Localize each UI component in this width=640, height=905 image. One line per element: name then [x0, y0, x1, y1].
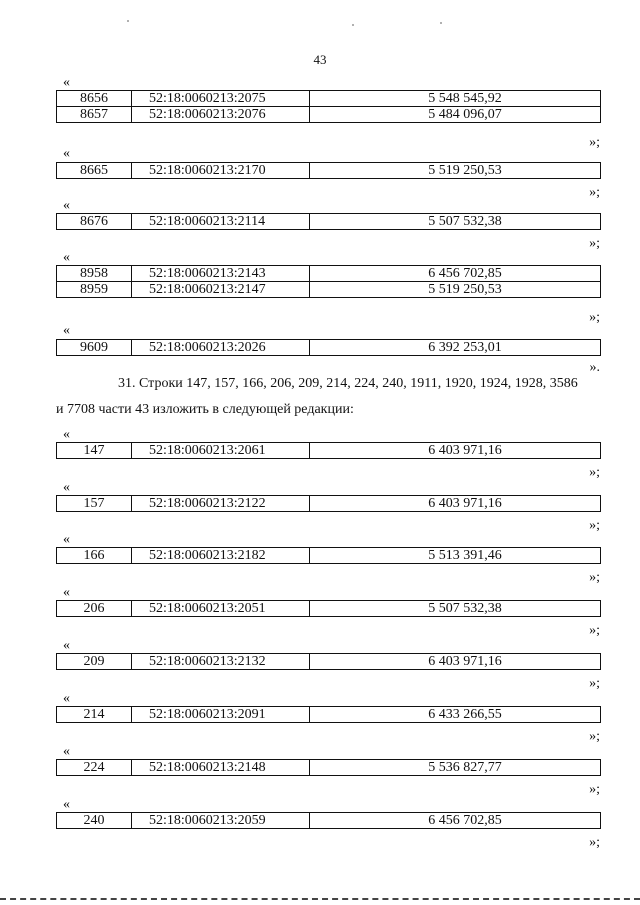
close-quote: »;: [589, 465, 600, 480]
table-row: [57, 163, 601, 179]
close-quote: »;: [589, 185, 600, 200]
row-table: [56, 547, 601, 564]
open-quote: «: [63, 75, 70, 90]
scan-speck: [440, 22, 442, 24]
scan-speck: [127, 20, 129, 22]
row-number: 9609: [57, 340, 132, 356]
row-table: [56, 706, 601, 723]
close-quote: »;: [589, 518, 600, 533]
row-number: 157: [57, 496, 132, 512]
cadastral-value: 6 403 971,16: [310, 654, 601, 670]
row-number: 8656: [57, 91, 132, 107]
row-table: [56, 759, 601, 776]
row-number: 166: [57, 548, 132, 564]
row-number: 8959: [57, 282, 132, 298]
cadastral-value: 5 513 391,46: [310, 548, 601, 564]
row-number: 147: [57, 443, 132, 459]
table-row: [57, 760, 601, 776]
close-quote: »;: [589, 623, 600, 638]
cadastral-value: 6 456 702,85: [310, 266, 601, 282]
close-quote: ».: [589, 360, 600, 375]
open-quote: «: [63, 532, 70, 547]
table-row: [57, 813, 601, 829]
row-table: [56, 495, 601, 512]
cadastral-number: 52:18:0060213:2143: [132, 266, 310, 282]
open-quote: «: [63, 744, 70, 759]
table-row: [57, 548, 601, 564]
row-table: [56, 265, 601, 298]
cadastral-value: 6 433 266,55: [310, 707, 601, 723]
open-quote: «: [63, 480, 70, 495]
row-table: [56, 653, 601, 670]
table-row: [57, 282, 601, 298]
cadastral-number: 52:18:0060213:2061: [132, 443, 310, 459]
amendment-paragraph-line2: и 7708 части 43 изложить в следующей редакции:: [56, 402, 354, 417]
row-number: 240: [57, 813, 132, 829]
cadastral-value: 5 484 096,07: [310, 107, 601, 123]
row-table: [56, 213, 601, 230]
close-quote: »;: [589, 310, 600, 325]
row-table: [56, 600, 601, 617]
open-quote: «: [63, 638, 70, 653]
cadastral-number: 52:18:0060213:2148: [132, 760, 310, 776]
cadastral-value: 5 548 545,92: [310, 91, 601, 107]
cadastral-number: 52:18:0060213:2182: [132, 548, 310, 564]
table-row: [57, 266, 601, 282]
close-quote: »;: [589, 236, 600, 251]
cadastral-value: 6 392 253,01: [310, 340, 601, 356]
scan-speck: [352, 24, 354, 26]
row-number: 8676: [57, 214, 132, 230]
cadastral-value: 6 403 971,16: [310, 443, 601, 459]
row-number: 8665: [57, 163, 132, 179]
cadastral-number: 52:18:0060213:2075: [132, 91, 310, 107]
open-quote: «: [63, 146, 70, 161]
cadastral-value: 5 507 532,38: [310, 601, 601, 617]
open-quote: «: [63, 427, 70, 442]
table-row: [57, 707, 601, 723]
close-quote: »;: [589, 729, 600, 744]
cadastral-value: 5 519 250,53: [310, 282, 601, 298]
open-quote: «: [63, 585, 70, 600]
close-quote: »;: [589, 835, 600, 850]
cadastral-value: 5 507 532,38: [310, 214, 601, 230]
cadastral-number: 52:18:0060213:2026: [132, 340, 310, 356]
scan-border-artifact: [0, 898, 640, 900]
close-quote: »;: [589, 782, 600, 797]
open-quote: «: [63, 323, 70, 338]
cadastral-number: 52:18:0060213:2132: [132, 654, 310, 670]
row-table: [56, 339, 601, 356]
row-table: [56, 90, 601, 123]
close-quote: »;: [589, 135, 600, 150]
page-number: 43: [313, 52, 327, 67]
row-number: 209: [57, 654, 132, 670]
close-quote: »;: [589, 676, 600, 691]
amendment-paragraph-line1: 31. Строки 147, 157, 166, 206, 209, 214, 224, 240, 1911, 1920, 1924, 1928, 3586: [118, 376, 578, 391]
cadastral-number: 52:18:0060213:2147: [132, 282, 310, 298]
cadastral-number: 52:18:0060213:2051: [132, 601, 310, 617]
close-quote: »;: [589, 570, 600, 585]
cadastral-value: 5 519 250,53: [310, 163, 601, 179]
cadastral-number: 52:18:0060213:2091: [132, 707, 310, 723]
table-row: [57, 496, 601, 512]
cadastral-number: 52:18:0060213:2076: [132, 107, 310, 123]
row-number: 214: [57, 707, 132, 723]
table-row: [57, 107, 601, 123]
cadastral-value: 6 403 971,16: [310, 496, 601, 512]
open-quote: «: [63, 198, 70, 213]
table-row: [57, 654, 601, 670]
table-row: [57, 91, 601, 107]
row-number: 224: [57, 760, 132, 776]
table-row: [57, 601, 601, 617]
table-row: [57, 214, 601, 230]
row-number: 8657: [57, 107, 132, 123]
open-quote: «: [63, 797, 70, 812]
cadastral-number: 52:18:0060213:2059: [132, 813, 310, 829]
cadastral-value: 5 536 827,77: [310, 760, 601, 776]
open-quote: «: [63, 250, 70, 265]
row-number: 8958: [57, 266, 132, 282]
cadastral-number: 52:18:0060213:2114: [132, 214, 310, 230]
row-table: [56, 442, 601, 459]
row-table: [56, 162, 601, 179]
cadastral-number: 52:18:0060213:2170: [132, 163, 310, 179]
cadastral-value: 6 456 702,85: [310, 813, 601, 829]
open-quote: «: [63, 691, 70, 706]
table-row: [57, 443, 601, 459]
table-row: [57, 340, 601, 356]
row-table: [56, 812, 601, 829]
cadastral-number: 52:18:0060213:2122: [132, 496, 310, 512]
row-number: 206: [57, 601, 132, 617]
